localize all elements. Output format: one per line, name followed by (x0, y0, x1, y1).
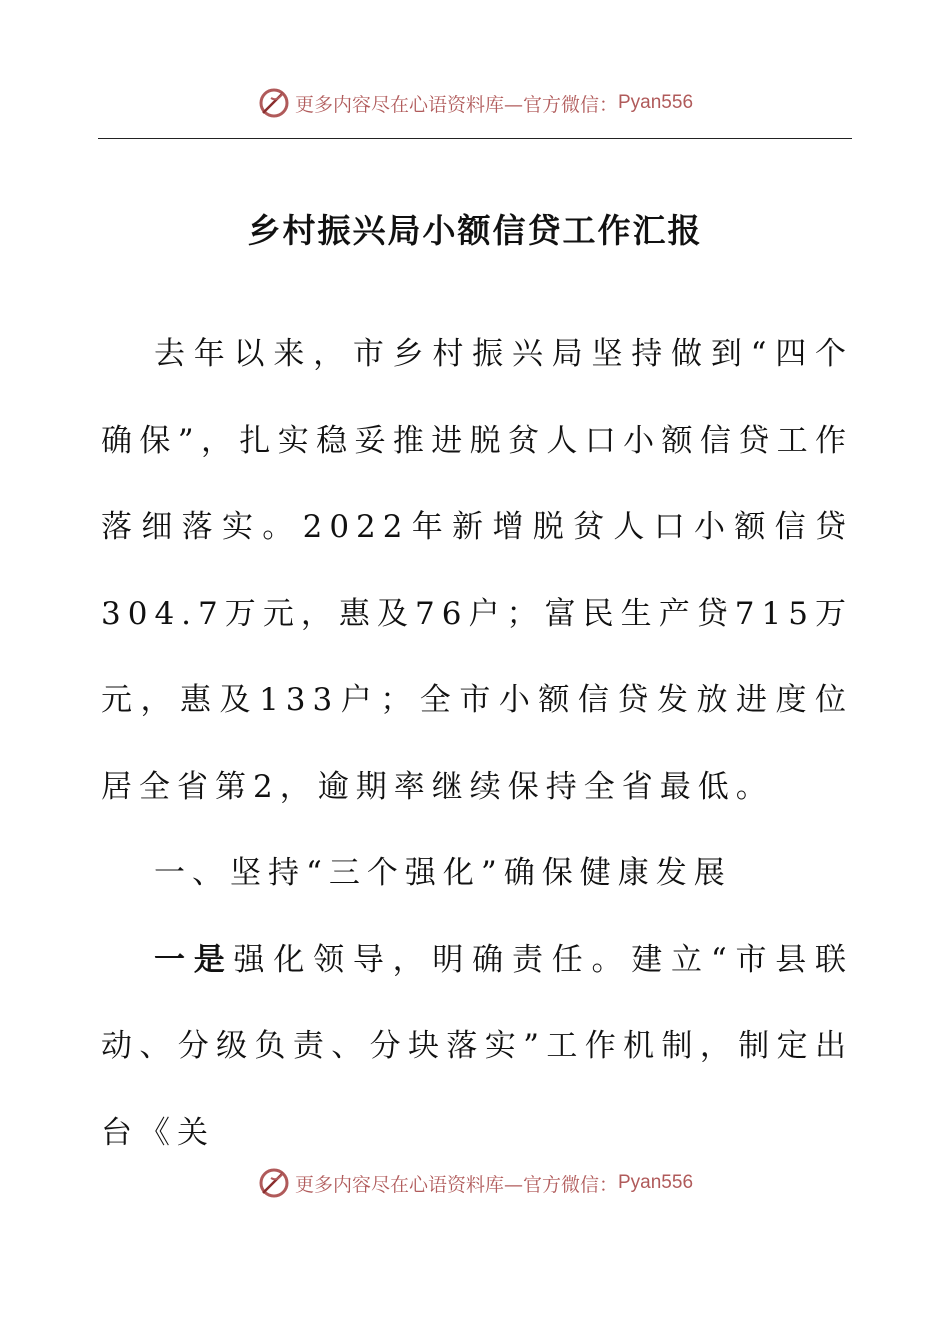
header-banner (0, 83, 950, 123)
footer-banner (0, 1163, 950, 1203)
footer-banner-id: Pyan556 (618, 1172, 694, 1193)
quill-logo-icon (257, 1166, 291, 1200)
paragraph-point-1 (101, 917, 853, 1177)
document-body (101, 311, 853, 1176)
point-lead: 一是 (154, 941, 234, 978)
header-divider (98, 138, 852, 139)
section-heading-1: 一、坚持“三个强化”确保健康发展 (154, 855, 732, 891)
footer-banner-text: 更多内容尽在心语资料库—官方微信： (294, 1173, 618, 1196)
quill-logo-icon (257, 86, 291, 120)
point-text: 强化领导，明确责任。建立“市县联动、分级负责、分块落实”工作机制，制定出台《关 (101, 941, 853, 1151)
header-banner-id: Pyan556 (618, 92, 694, 113)
document-title: 乡村振兴局小额信贷工作汇报 (247, 211, 703, 250)
header-banner-text: 更多内容尽在心语资料库—官方微信： (294, 93, 618, 116)
paragraph-intro: 去年以来，市乡村振兴局坚持做到“四个确保”，扎实稳妥推进脱贫人口小额信贷工作落细落实。2022年新增脱贫人口小额信贷304.7万元，惠及76户；富民生产贷715万元，惠及133户；全市小额信贷发放进度位居全省第2，逾期率继续保持全省最低。 (101, 336, 853, 805)
